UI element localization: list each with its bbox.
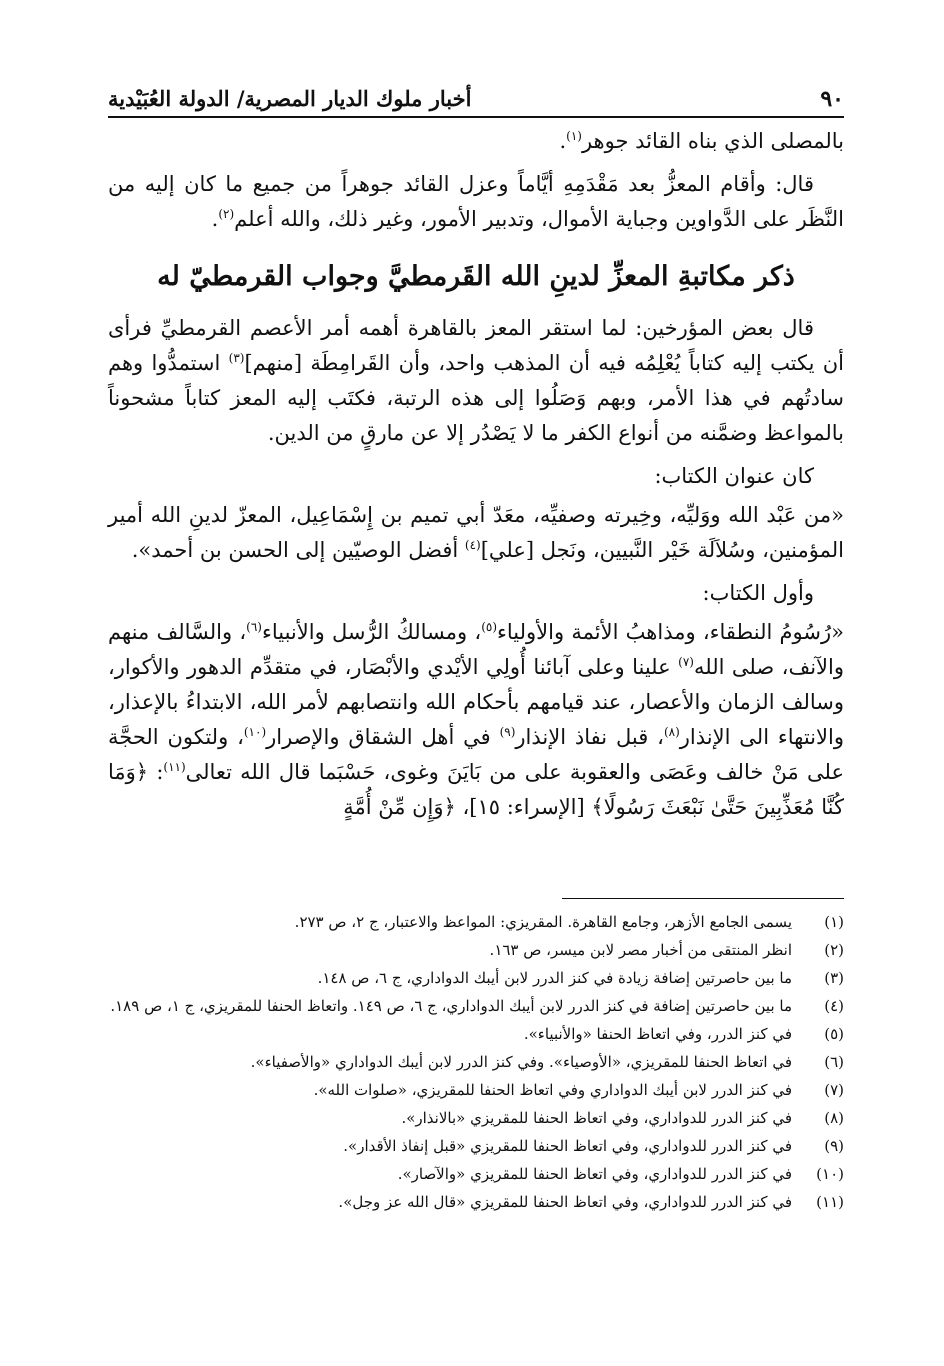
footnote-ref: (١١)	[163, 760, 186, 774]
text-span: ، قبل نفاذ الإنذار	[515, 725, 664, 749]
letter-title-quote	[108, 498, 844, 568]
footnote-number: (١)	[824, 913, 844, 931]
footnote-ref: (٨)	[663, 725, 680, 739]
running-header	[108, 78, 844, 118]
footnote-item	[108, 1190, 844, 1214]
footnote-number: (٧)	[824, 1081, 844, 1099]
footnote-item	[108, 966, 844, 990]
footnote-item	[108, 994, 844, 1018]
letter-opening-quote	[108, 615, 844, 825]
footnote-text: يسمى الجامع الأزهر، وجامع القاهرة. المقريزي: المواعظ والاعتبار، ج ٢، ص ٢٧٣.	[294, 913, 792, 931]
footnote-ref: (٧)	[678, 655, 694, 669]
section-heading: ذكر مكاتبةِ المعزِّ لدينِ الله القَرمطيَّ وجواب القرمطيّ له	[157, 261, 795, 292]
letter-opening-intro: وأول الكتاب:	[702, 581, 814, 605]
footnote-text: في كنز الدرر للدواداري، وفي اتعاظ الحنفا للمقريزي «قبل إنفاذ الأقدار».	[343, 1137, 792, 1155]
text-span: ، ومسالكُ الرُّسل والأنبياء	[261, 620, 482, 644]
text-span: علينا وعلى آبائنا أُولِي الأيْدي والأبْصَار، في متقدِّم الدهور والأكوار، وسالف الزمان والأعصار، عند قيامهم بأحكام الله وانتصابهم لأمر الله، الابتداءُ بالإعذار، والانتهاء الى الإنذار	[108, 655, 844, 749]
text-span: «من عَبْد الله ووَليِّه، وخِيرته وصفيِّه، معَدّ أبي تميم بن إِسْمَاعِيل، المعزّ لدينِ الله أمير المؤمنين، وسُلاَلَة خَيْر النَّبيين، ونَجل [علي]	[108, 503, 844, 562]
footnote-item	[108, 1050, 844, 1074]
page-number: ٩٠	[820, 86, 844, 112]
footnote-ref: (١٠)	[243, 725, 267, 739]
footnote-text: في اتعاظ الحنفا للمقريزي، «الأوصياء». وفي كنز الدرر لابن أيبك الدواداري «والأصفياء».	[250, 1053, 792, 1071]
text-span: أفضل الوصيّين إلى الحسن بن أحمد».	[131, 538, 465, 562]
footnote-item	[108, 1078, 844, 1102]
footnote-number: (٥)	[824, 1025, 844, 1043]
footnote-item	[108, 1106, 844, 1130]
footnote-item	[108, 938, 844, 962]
footnote-number: (٨)	[824, 1109, 844, 1127]
footnote-text: ما بين حاصرتين إضافة في كنز الدرر لابن أيبك الدواداري، ج ٦، ص ١٤٩. واتعاظ الحنفا للمقريزي، ج ١، ص ١٨٩.	[110, 997, 792, 1015]
footnote-ref: (٦)	[246, 620, 262, 634]
text-span: قال: وأقام المعزُّ بعد مَقْدَمِهِ أيَّاماً وعزل القائد جوهراً من جميع ما كان إليه من النَّظَر على الدَّواوين وجباية الأموال، وتدبير الأمور، وغير ذلك، والله أعلم	[108, 172, 844, 231]
footnote-ref: (٤)	[464, 538, 481, 552]
text-span: في أهل الشقاق والإصرار	[266, 725, 500, 749]
footnote-item	[108, 1134, 844, 1158]
main-text	[108, 124, 844, 833]
footnote-text: في كنز الدرر للدواداري، وفي اتعاظ الحنفا للمقريزي «قال الله عز وجل».	[338, 1193, 792, 1211]
running-title: أخبار ملوك الديار المصرية/ الدولة العُبَيْدية	[108, 86, 472, 111]
paragraph-1	[108, 124, 844, 159]
footnote-text: في كنز الدرر للدواداري، وفي اتعاظ الحنفا للمقريزي «بالانذار».	[401, 1109, 792, 1127]
text-span: .	[559, 129, 567, 153]
letter-title-intro: كان عنوان الكتاب:	[654, 464, 814, 488]
text-span: .	[211, 207, 219, 231]
footnote-text: ما بين حاصرتين إضافة زيادة في كنز الدرر لابن أيبك الدواداري، ج ٦، ص ١٤٨.	[317, 969, 792, 987]
text-span: ، ولتكون الحجَّة على مَنْ خالف وعَصَى والعقوبة على من بَايَنَ وغوى، حَسْبَما قال الله تعالى	[108, 725, 844, 784]
text-span: «رُسُومُ النطقاء، ومذاهبُ الأئمة والأولياء	[497, 620, 844, 644]
footnote-ref: (٣)	[228, 351, 245, 365]
footnote-item	[108, 1162, 844, 1186]
text-span: استمدُّوا وهم سادتُهم في هذا الأمر، وبهم وَصَلُوا إلى هذه الرتبة، فكتَب إليه المعز كتاباً مشحوناً بالمواعظ وضمَّنه من أنواع الكفر ما لا يَصْدُر إلا عن مارقٍ من الدين.	[108, 351, 844, 445]
footnote-ref: (٩)	[499, 725, 516, 739]
footnote-number: (١١)	[816, 1193, 844, 1211]
footnote-number: (٢)	[824, 941, 844, 959]
footnote-text: في كنز الدرر للدواداري، وفي اتعاظ الحنفا للمقريزي «والآصار».	[397, 1165, 792, 1183]
footnote-text: انظر المنتقى من أخبار مصر لابن ميسر، ص ١٦٣.	[489, 941, 792, 959]
paragraph-3	[108, 311, 844, 451]
footnote-item	[108, 1022, 844, 1046]
footnote-separator	[562, 898, 844, 899]
footnote-ref: (٢)	[218, 207, 235, 221]
text-span: قال بعض المؤرخين: لما استقر المعز بالقاهرة أهمه أمر الأعصم القرمطيِّ فرأى أن يكتب إليه كتاباً يُعْلِمُه فيه أن المذهب واحد، وأن القَرامِطَة [منهم]	[108, 316, 844, 375]
text-span: بالمصلى الذي بناه القائد جوهر	[581, 129, 844, 153]
footnote-ref: (١)	[566, 129, 582, 143]
footnote-number: (٣)	[824, 969, 844, 987]
footnote-text: في كنز الدرر، وفي اتعاظ الحنفا «والأنبياء».	[523, 1025, 792, 1043]
footnote-item	[108, 910, 844, 934]
text-span: : ﴿وَمَا كُنَّا مُعَذِّبِينَ حَتَّىٰ نَبْعَثَ رَسُولًا﴾ [الإسراء: ١٥]، ﴿وَإِن مِّنْ أُمَّةٍ	[108, 760, 844, 819]
footnote-text: في كنز الدرر لابن أيبك الدواداري وفي اتعاظ الحنفا للمقريزي، «صلوات الله».	[313, 1081, 792, 1099]
footnote-ref: (٥)	[481, 620, 498, 634]
text-span: ، والسَّالف منهم والآنف، صلى الله	[108, 620, 844, 679]
paragraph-2	[108, 167, 844, 237]
footnote-number: (٤)	[824, 997, 844, 1015]
footnotes	[108, 910, 844, 1218]
footnote-number: (٩)	[824, 1137, 844, 1155]
footnote-number: (٦)	[824, 1053, 844, 1071]
footnote-number: (١٠)	[816, 1165, 844, 1183]
